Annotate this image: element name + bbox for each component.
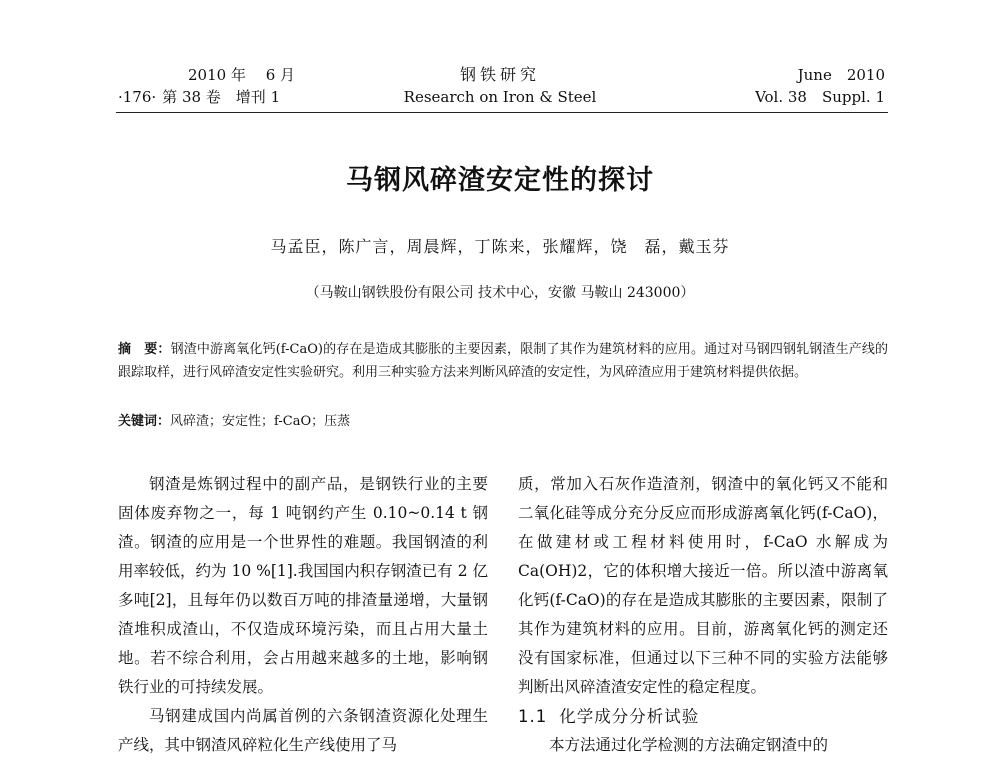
- paragraph-intro: 钢渣是炼钢过程中的副产品，是钢铁行业的主要固体废弃物之一，每 1 吨钢约产生 0.10~0.14 t 钢渣。钢渣的应用是一个世界性的难题。我国钢渣的利用率较低，约为 10 %[1].我国国内积存钢渣已有 2 亿多吨[2]，且每年仍以数百万吨的排渣量递增，大量钢渣堆积成渣山，不仅造成环境污染，而且占用大量土地。若不综合利用，会占用越来越多的土地，影响钢铁行业的可持续发展。: [118, 475, 488, 696]
- keywords-label: 关键词：: [118, 414, 171, 429]
- header-rule: [116, 112, 888, 113]
- paragraph-second: 马钢建成国内尚属首例的六条钢渣资源化处理生产线，其中钢渣风碎粒化生产线使用了马: [118, 707, 488, 754]
- authors: 马孟臣，陈广言，周晨辉，丁陈来，张耀辉，饶 磊，戴玉芬: [270, 237, 730, 256]
- header-right-volume: Vol. 38 Suppl. 1: [755, 88, 885, 106]
- paragraph-section: 本方法通过化学检测的方法确定钢渣中的: [549, 736, 829, 754]
- keywords-text: 风碎渣；安定性；f-CaO；压蒸: [170, 414, 351, 429]
- abstract: [118, 338, 888, 384]
- body-column-right: [518, 470, 888, 760]
- header-right-date: June 2010: [797, 66, 885, 84]
- header-left-volume: 第 38 卷 增刊 1: [162, 88, 281, 106]
- journal-name-cn: 钢铁研究: [459, 65, 540, 84]
- keywords: [118, 410, 888, 433]
- header-right: [755, 64, 885, 108]
- body-column-left: [118, 470, 488, 760]
- affiliation: （马鞍山钢铁股份有限公司 技术中心，安徽 马鞍山 243000）: [305, 285, 695, 301]
- section-title: 化学成分分析试验: [559, 707, 700, 726]
- journal-name-en: Research on Iron & Steel: [403, 88, 597, 106]
- section-heading: [518, 702, 888, 731]
- section-number: 1.1: [518, 707, 548, 726]
- paragraph-continued: 质，常加入石灰作造渣剂，钢渣中的氧化钙又不能和二氧化硅等成分充分反应而形成游离氧化钙(f-CaO)，在做建材或工程材料使用时，f-CaO 水解成为 Ca(OH)2，它的体积增大接近一倍。所以渣中游离氧化钙(f-CaO)的存在是造成其膨胀的主要因素，限制了其作为建筑材料的应用。目前，游离氧化钙的测定还没有国家标准，但通过以下三种不同的实验方法能够判断出风碎渣渣安定性的稳定程度。: [518, 475, 888, 696]
- header-left-date: 2010 年 6 月: [188, 66, 296, 84]
- abstract-label: 摘 要：: [118, 342, 171, 357]
- paper-title: 马钢风碎渣安定性的探讨: [346, 165, 654, 196]
- abstract-text: 钢渣中游离氧化钙(f-CaO)的存在是造成其膨胀的主要因素，限制了其作为建筑材料的应用。通过对马钢四钢轧钢渣生产线的跟踪取样，进行风碎渣安定性实验研究。利用三种实验方法来判断风碎渣的安定性，为风碎渣应用于建筑材料提供依据。: [118, 342, 888, 380]
- page-number: ·176·: [118, 88, 157, 106]
